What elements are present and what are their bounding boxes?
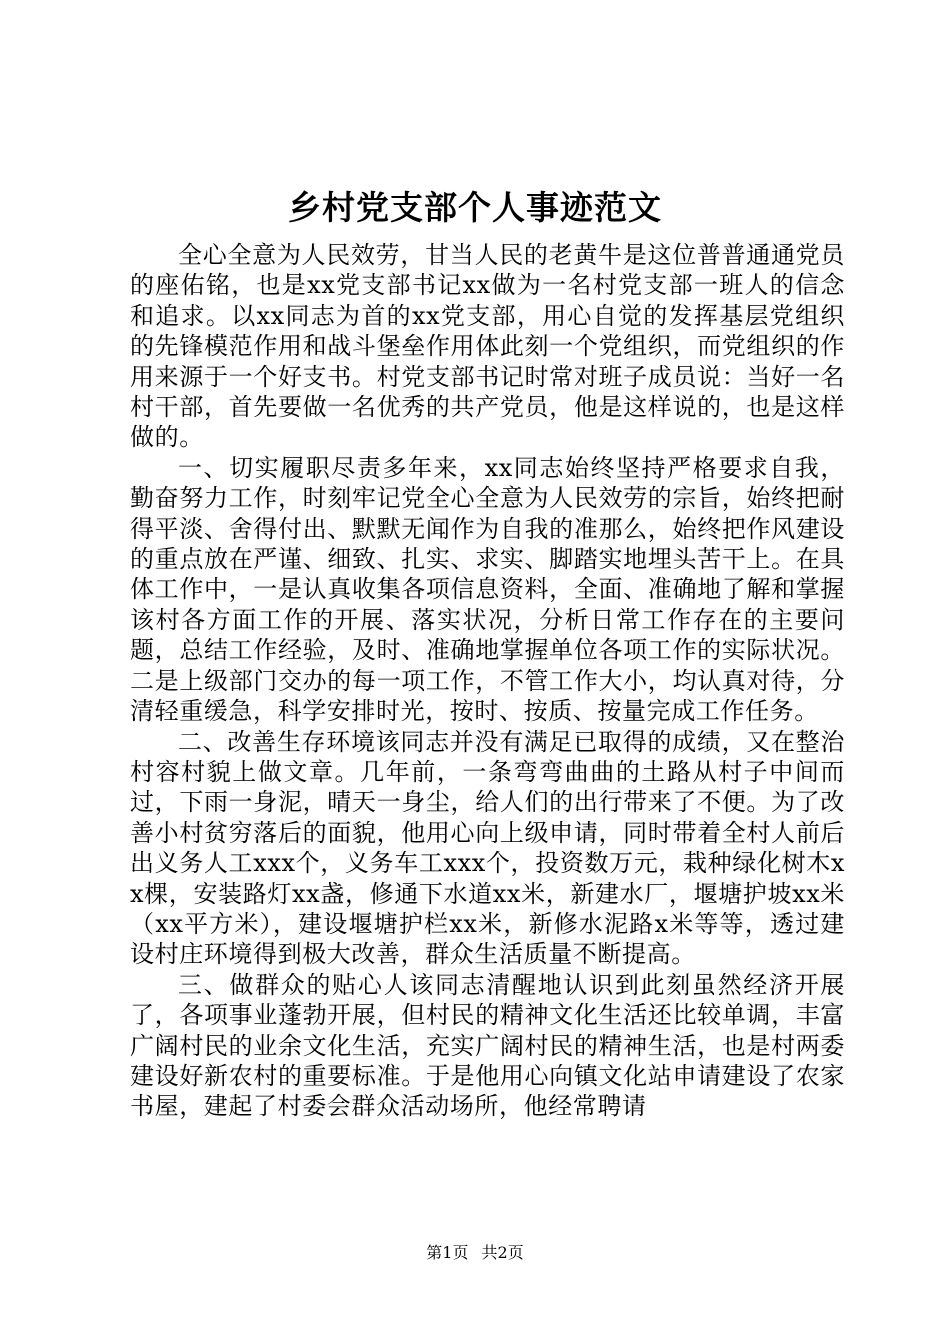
- page-footer: [0, 1243, 950, 1263]
- page-total: 共2页: [481, 1243, 524, 1262]
- paragraph-section-2: 二、改善生存环境该同志并没有满足已取得的成绩，又在整治村容村貌上做文章。几年前，一条弯弯曲曲的土路从村子中间而过，下雨一身泥，晴天一身尘，给人们的出行带来了不便。为了改善小村贫穷落后的面貌，他用心向上级申请，同时带着全村人前后出义务人工xxx个，义务车工xxx个，投资数万元，栽种绿化树木xx棵，安装路灯xx盏，修通下水道xx米，新建水厂，堰塘护坡xx米（xx平方米），建设堰塘护栏xx米，新修水泥路x米等等，透过建设村庄环境得到极大改善，群众生活质量不断提高。: [130, 727, 845, 969]
- paragraph-intro: 全心全意为人民效劳，甘当人民的老黄牛是这位普普通通党员的座佑铭，也是xx党支部书记xx做为一名村党支部一班人的信念和追求。以xx同志为首的xx党支部，用心自觉的发挥基层党组织的先锋模范作用和战斗堡垒作用体此刻一个党组织，而党组织的作用来源于一个好支书。村党支部书记时常对班子成员说：当好一名村干部，首先要做一名优秀的共产党员，他是这样说的，也是这样做的。: [130, 241, 845, 452]
- paragraph-section-3: 三、做群众的贴心人该同志清醒地认识到此刻虽然经济开展了，各项事业蓬勃开展，但村民的精神文化生活还比较单调，丰富广阔村民的业余文化生活，充实广阔村民的精神生活，也是村两委建设好新农村的重要标准。于是他用心向镇文化站申请建设了农家书屋，建起了村委会群众活动场所，他经常聘请: [130, 970, 845, 1121]
- document-title: 乡村党支部个人事迹范文: [288, 188, 662, 227]
- page-number: 第1页: [426, 1243, 469, 1262]
- paragraph-section-1: 一、切实履职尽责多年来，xx同志始终坚持严格要求自我，勤奋努力工作，时刻牢记党全心全意为人民效劳的宗旨，始终把耐得平淡、舍得付出、默默无闻作为自我的准那么，始终把作风建设的重点放在严谨、细致、扎实、求实、脚踏实地埋头苦干上。在具体工作中，一是认真收集各项信息资料，全面、准确地了解和掌握该村各方面工作的开展、落实状况，分析日常工作存在的主要问题，总结工作经验，及时、准确地掌握单位各项工作的实际状况。二是上级部门交办的每一项工作，不管工作大小，均认真对待，分清轻重缓急，科学安排时光，按时、按质、按量完成工作任务。: [130, 453, 845, 726]
- document-body: [130, 240, 845, 1122]
